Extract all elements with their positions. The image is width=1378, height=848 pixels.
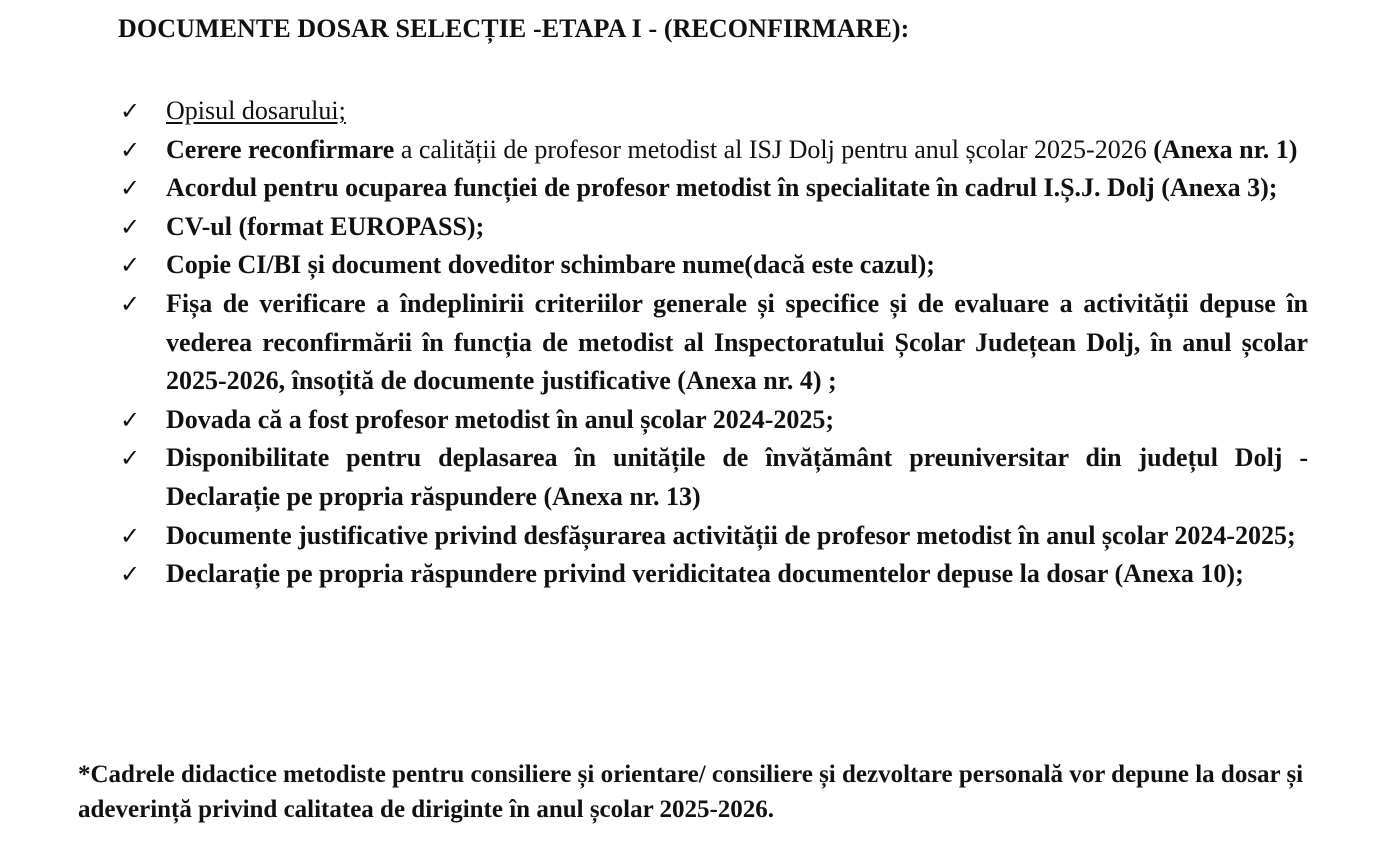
- list-item: [118, 555, 1308, 594]
- item-text: Opisul dosarului;: [166, 96, 346, 125]
- list-item: [118, 401, 1308, 440]
- checkmark-icon: ✓: [120, 174, 141, 203]
- checkmark-icon: ✓: [120, 289, 141, 318]
- item-text: Disponibilitate pentru deplasarea în unitățile de învățământ preuniversitar din județul Dolj - Declarație pe propria răspundere (Anexa nr. 13): [166, 443, 1308, 511]
- required-documents-list: [118, 92, 1308, 594]
- list-item: [118, 208, 1308, 247]
- item-text: Documente justificative privind desfășurarea activității de profesor metodist în anul școlar 2024-2025;: [166, 520, 1296, 550]
- checkmark-icon: ✓: [120, 521, 141, 550]
- item-text: Dovada că a fost profesor metodist în anul școlar 2024-2025;: [166, 404, 835, 434]
- checkmark-icon: ✓: [120, 405, 141, 434]
- list-item: [118, 517, 1308, 556]
- checkmark-icon: ✓: [120, 135, 141, 164]
- footnote: *Cadrele didactice metodiste pentru consiliere și orientare/ consiliere și dezvoltare personală vor depune la dosar și adeverință privind calitatea de diriginte în anul școlar 2025-2026.: [78, 761, 1304, 823]
- item-text: a calității de profesor metodist al ISJ Dolj pentru anul școlar 2025-2026: [394, 134, 1154, 164]
- item-text: Declarație pe propria răspundere privind veridicitatea documentelor depuse la dosar (Anexa 10);: [166, 559, 1244, 589]
- checkmark-icon: ✓: [120, 251, 141, 280]
- item-bold-suffix: (Anexa nr. 1): [1153, 134, 1298, 164]
- checkmark-icon: ✓: [120, 560, 141, 589]
- list-item: [118, 169, 1308, 208]
- document-title: DOCUMENTE DOSAR SELECȚIE -ETAPA I - (RECONFIRMARE):: [118, 14, 910, 43]
- checkmark-icon: ✓: [120, 97, 141, 125]
- list-item: [118, 92, 1308, 131]
- list-item: [118, 285, 1308, 401]
- checkmark-icon: ✓: [120, 444, 141, 473]
- item-text: CV-ul (format EUROPASS);: [166, 211, 485, 241]
- item-bold-text: Cerere reconfirmare: [166, 134, 395, 164]
- item-text: Acordul pentru ocuparea funcției de profesor metodist în specialitate în cadrul I.Ș.J. Dolj (Anexa 3);: [166, 173, 1278, 203]
- item-text: Copie CI/BI și document doveditor schimbare nume(dacă este cazul);: [166, 250, 935, 280]
- checkmark-icon: ✓: [120, 212, 141, 241]
- list-item: [118, 246, 1308, 285]
- list-item: [118, 439, 1308, 516]
- item-text: Fișa de verificare a îndeplinirii criteriilor generale și specifice și de evaluare a activității depuse în vederea reconfirmării în funcția de metodist al Inspectoratului Școlar Județean Dolj, în anul școlar 2025-2026, însoțită de documente justificative (Anexa nr. 4) ;: [166, 288, 1308, 396]
- list-item: [118, 131, 1308, 170]
